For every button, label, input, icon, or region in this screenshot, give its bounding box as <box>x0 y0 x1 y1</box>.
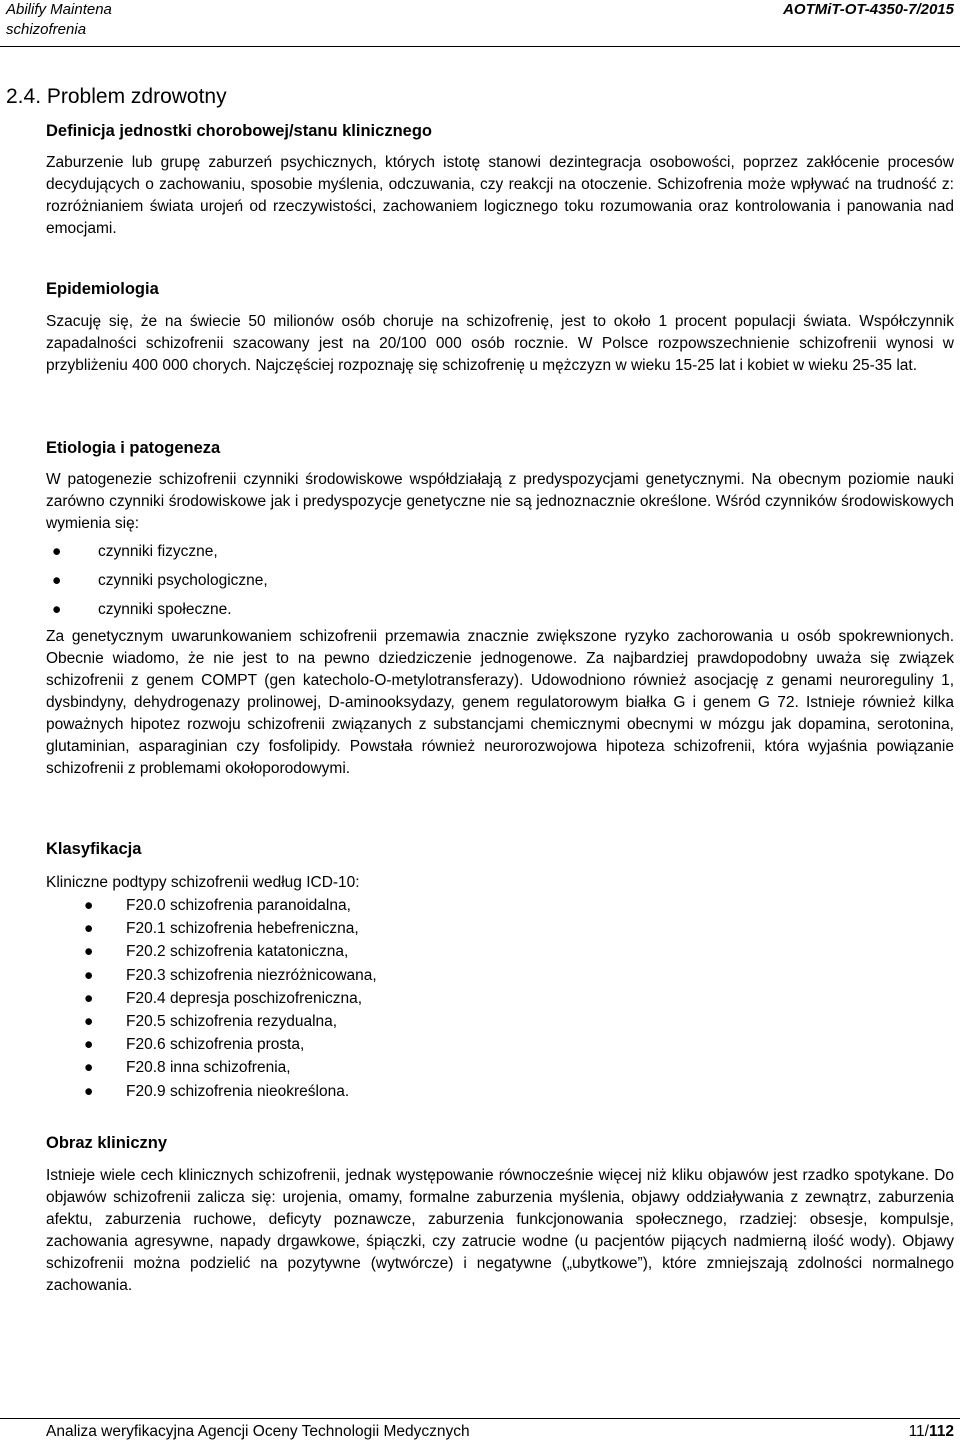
epidemiology-heading: Epidemiologia <box>46 280 159 298</box>
bullet-icon: ● <box>84 897 94 914</box>
bullet-icon: ● <box>84 966 94 984</box>
bullet-icon: ● <box>84 920 94 938</box>
clinical-text: Istnieje wiele cech klinicznych schizofrenii, jednak występowanie równocześnie więcej niż kliku objawów jest rzadko spotykane. Do objawów schizofrenii zalicza się: urojenia, omamy, formalne zaburzenia myślenia, objawy oddziaływania z zewnątrz, zaburzenia afektu, zaburzenia ruchowe, deficyty poznawcze, zaburzenia funkcjonowania społecznego, rzadziej: obsesje, kompulsje, zachowania agresywne, napady drgawkowe, śpiączki, czy zatrucie wodne (u pacjentów pijących nadmierną ilość wody). Objawy schizofrenii można podzielić na pozytywne (wytwórcze) i negatywne („ubytkowe”), które zmniejszają zdolności normalnego zachowania. <box>46 1167 954 1294</box>
section-title: 2.4. Problem zdrowotny <box>6 85 227 108</box>
etiology-text-1: W patogenezie schizofrenii czynniki środowiskowe współdziałają z predyspozycjami genetycznymi. Na obecnym poziomie nauki zarówno czynniki środowiskowe jak i predyspozycje genetyczne nie są jednoznacznie określone. Wśród czynników środowiskowych wymienia się: <box>46 471 954 532</box>
bullet-icon: ● <box>84 1036 94 1054</box>
bullet-icon: ● <box>84 943 94 961</box>
bullet-icon: ● <box>52 572 62 589</box>
definition-text: Zaburzenie lub grupę zaburzeń psychicznych, których istotę stanowi dezintegracja osobowości, poprzez zakłócenie procesów decydujących o zachowaniu, sposobie myślenia, odczuwania, czy reakcji na otoczenie. Schizofrenia może wpływać na trudność z: rozróżnianiem świata urojeń od rzeczywistości, zachowaniem logicznego toku rozumowania oraz kontrolowania i panowania nad emocjami. <box>46 154 954 237</box>
bullet-icon: ● <box>52 543 62 560</box>
bullet-icon: ● <box>84 989 94 1007</box>
header-indication: schizofrenia <box>6 21 87 38</box>
page-number: 11/112 <box>908 1423 954 1440</box>
etiology-heading: Etiologia i patogeneza <box>46 439 221 457</box>
footer-divider <box>0 1418 960 1419</box>
bullet-icon: ● <box>84 1082 94 1100</box>
header-product: Abilify Maintena <box>6 1 112 18</box>
definition-heading: Definicja jednostki chorobowej/stanu klinicznego <box>46 122 432 140</box>
etiology-text-2: Za genetycznym uwarunkowaniem schizofrenii przemawia znacznie zwiększone ryzyko zachorowania u osób spokrewnionych. Obecnie wiadomo, że nie jest to na pewno dziedziczenie jednogenowe. Za najbardziej prawdopodobny uważa się związek schizofrenii z genem COMPT (gen katecholo-O-metylotransferazy). Udowodniono również asocjację z genami neuroreguliny 1, dysbindyny, dehydrogenazy prolinowej, D-aminooksydazy, genem regulatorowym białka G i genem G 72. Istnieje również kilka poważnych hipotez rozwoju schizofrenii związanych z substancjami chemicznymi obecnymi w mózgu jak dopamina, serotonina, glutaminian, asparaginian czy fosfolipidy. Powstała również neurorozwojowa hipoteza schizofrenii, która wyjaśnia powiązanie schizofrenii z problemami okołoporodowymi. <box>46 628 954 777</box>
classification-intro: Kliniczne podtypy schizofrenii według ICD-10: <box>46 874 360 891</box>
bullet-icon: ● <box>84 1059 94 1077</box>
clinical-heading: Obraz kliniczny <box>46 1134 168 1152</box>
bullet-icon: ● <box>84 1012 94 1030</box>
header-left <box>6 0 112 40</box>
classification-heading: Klasyfikacja <box>46 840 142 858</box>
page-current: 11 <box>908 1423 925 1440</box>
footer-agency: Analiza weryfikacyjna Agencji Oceny Technologii Medycznych <box>46 1423 470 1440</box>
bullet-icon: ● <box>52 601 62 618</box>
header-divider <box>0 46 960 47</box>
page-total: 112 <box>928 1423 954 1440</box>
header-reference: AOTMiT-OT-4350-7/2015 <box>783 1 954 18</box>
epidemiology-text: Szacuję się, że na świecie 50 milionów osób choruje na schizofrenię, jest to około 1 procent populacji świata. Współczynnik zapadalności schizofrenii szacowany jest na 20/100 000 osób rocznie. W Polsce rozpowszechnienie schizofrenii wynosi w przybliżeniu 400 000 chorych. Najczęściej rozpoznaję się schizofrenię u mężczyzn w wieku 15-25 lat i kobiet w wieku 25-35 lat. <box>46 313 954 374</box>
